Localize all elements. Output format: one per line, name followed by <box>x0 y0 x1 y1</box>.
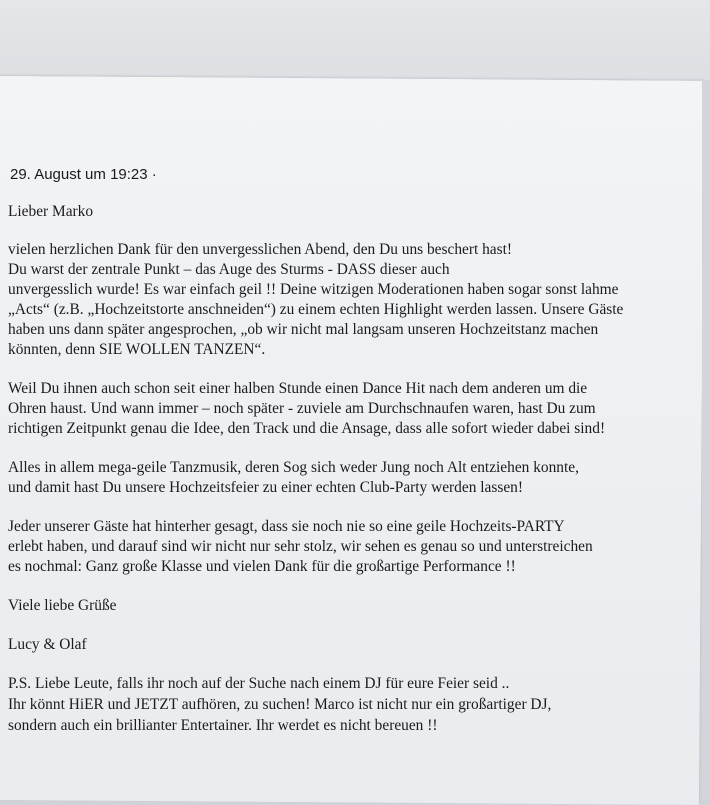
paragraph-4 <box>8 517 704 577</box>
text-line: unvergesslich wurde! Es war einfach geil !! Deine witzigen Moderationen haben sogar sonst lahme <box>8 281 619 298</box>
text-line: Jeder unserer Gäste hat hinterher gesagt, dass sie noch nie so eine geile Hochzeits-PARTY <box>8 518 565 535</box>
signature <box>8 635 704 655</box>
paragraph-3 <box>8 458 704 498</box>
text-line: könnten, denn SIE WOLLEN TANZEN“. <box>8 341 266 358</box>
text-line: und damit hast Du unsere Hochzeitsfeier zu einer echten Club-Party werden lassen! <box>8 479 523 496</box>
text-line: Ihr könnt HiER und JETZT aufhören, zu suchen! Marco ist nicht nur ein großartiger DJ, <box>8 696 552 713</box>
closing <box>8 596 704 616</box>
text-line: erlebt haben, und darauf sind wir nicht nur sehr stolz, wir sehen es genau so und unterstreichen <box>8 538 593 555</box>
text-line: richtigen Zeitpunkt genau die Idee, den Track und die Ansage, dass alle sofort wieder dabei sind! <box>8 420 606 437</box>
text-line: es nochmal: Ganz große Klasse und vielen Dank für die großartige Performance !! <box>8 558 516 575</box>
closing-line: Viele liebe Grüße <box>8 597 117 614</box>
text-line: sondern auch ein brillianter Entertainer. Ihr werdet es nicht bereuen !! <box>8 717 438 734</box>
greeting <box>8 202 704 222</box>
text-line: vielen herzlichen Dank für den unvergesslichen Abend, den Du uns beschert hast! <box>8 241 513 258</box>
text-line: Ohren haust. Und wann immer – noch später - zuviele am Durchschnaufen waren, hast Du zum <box>8 400 596 417</box>
paragraph-2 <box>8 379 704 439</box>
text-line: Weil Du ihnen auch schon seit einer halben Stunde einen Dance Hit nach dem anderen um die <box>8 380 588 397</box>
postscript <box>8 674 704 737</box>
post-timestamp: 29. August um 19:23 · <box>10 166 157 183</box>
text-line: haben uns dann später angesprochen, „ob wir nicht mal langsam unseren Hochzeitstanz machen <box>8 321 599 338</box>
text-line: Du warst der zentrale Punkt – das Auge des Sturms - DASS dieser auch <box>8 261 450 278</box>
text-line: Alles in allem mega-geile Tanzmusik, deren Sog sich weder Jung noch Alt entziehen konnte, <box>8 459 579 476</box>
signature-line: Lucy & Olaf <box>8 636 87 653</box>
paragraph-1 <box>8 240 704 360</box>
text-line: „Acts“ (z.B. „Hochzeitstorte anschneiden“) zu einem echten Highlight werden lassen. Unsere Gäste <box>8 301 624 318</box>
letter-content <box>8 165 704 756</box>
greeting-line: Lieber Marko <box>8 203 94 220</box>
text-line: P.S. Liebe Leute, falls ihr noch auf der Suche nach einem DJ für eure Feier seid .. <box>8 675 510 692</box>
